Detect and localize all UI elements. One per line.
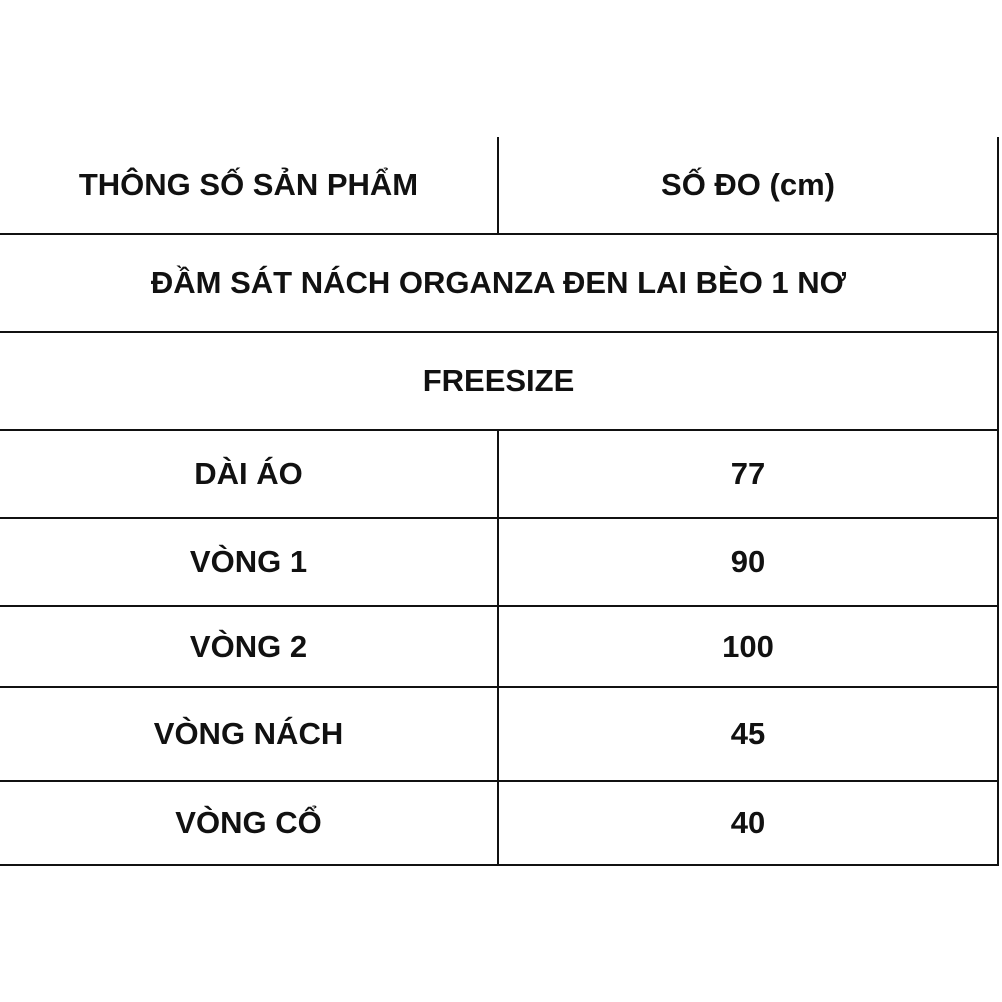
- product-name-row: [0, 234, 998, 332]
- measurement-value: 90: [498, 518, 998, 606]
- measurement-label: DÀI ÁO: [0, 430, 498, 518]
- size-chart-table: [0, 137, 999, 866]
- size-row: [0, 332, 998, 430]
- table-row: [0, 430, 998, 518]
- measurement-label: VÒNG NÁCH: [0, 687, 498, 781]
- measurement-label: VÒNG CỔ: [0, 781, 498, 865]
- measurement-label: VÒNG 1: [0, 518, 498, 606]
- header-product-specs: THÔNG SỐ SẢN PHẨM: [0, 137, 498, 234]
- product-name: ĐẦM SÁT NÁCH ORGANZA ĐEN LAI BÈO 1 NƠ: [0, 234, 998, 332]
- measurement-value: 100: [498, 606, 998, 687]
- table-row: [0, 687, 998, 781]
- measurement-value: 77: [498, 430, 998, 518]
- table-header-row: [0, 137, 998, 234]
- header-measurement: SỐ ĐO (cm): [498, 137, 998, 234]
- size-label: FREESIZE: [0, 332, 998, 430]
- measurement-value: 45: [498, 687, 998, 781]
- table-row: [0, 606, 998, 687]
- measurement-value: 40: [498, 781, 998, 865]
- table-row: [0, 781, 998, 865]
- table-row: [0, 518, 998, 606]
- measurement-label: VÒNG 2: [0, 606, 498, 687]
